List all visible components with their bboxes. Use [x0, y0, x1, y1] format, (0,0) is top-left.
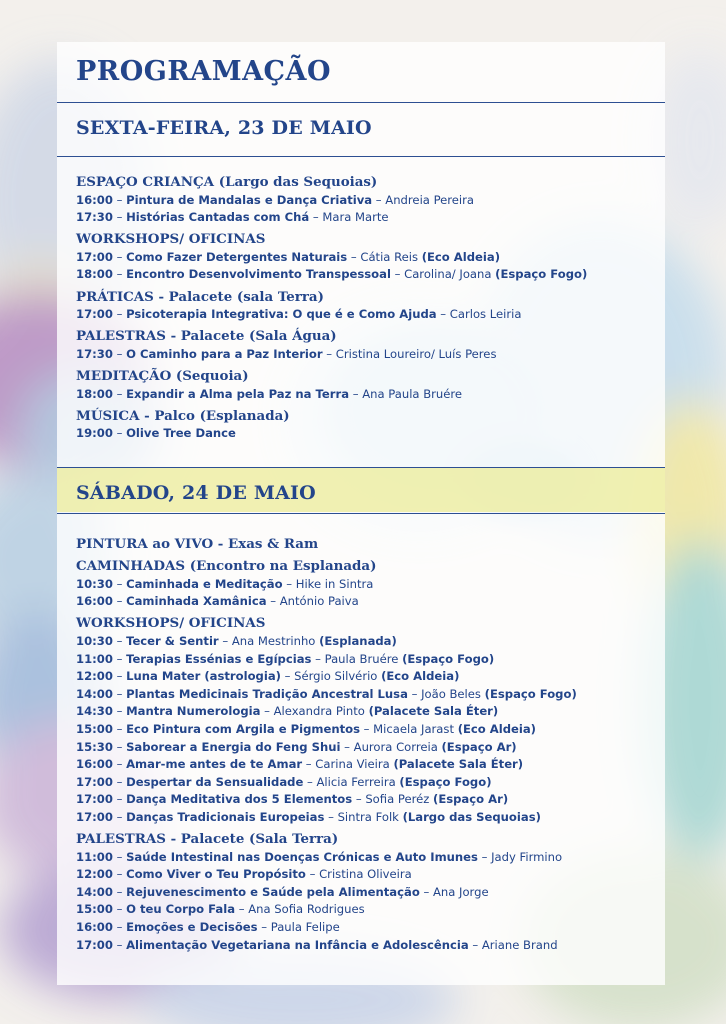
item-time: 18:00 [76, 267, 113, 282]
day-heading-friday: SEXTA-FEIRA, 23 DE MAIO [76, 117, 372, 139]
item-location: (Eco Aldeia) [381, 669, 460, 684]
item-activity: Psicoterapia Integrativa: O que é e Como Ajuda [126, 307, 437, 322]
item-time: 16:00 [76, 594, 113, 609]
item-person: Cátia Reis [360, 249, 419, 264]
item-time: 15:30 [76, 739, 113, 754]
divider [57, 156, 665, 157]
schedule-item: 10:30 – Tecer & Sentir – Ana Mestrinho (Esplanada) [76, 633, 397, 648]
item-person: Sintra Folk [337, 809, 399, 824]
item-person: Jady Firmino [491, 849, 563, 864]
schedule-item: 17:00 – Dança Meditativa dos 5 Elementos – Sofia Peréz (Espaço Ar) [76, 792, 509, 807]
schedule-item: 17:00 – Psicoterapia Integrativa: O que é e Como Ajuda – Carlos Leiria [76, 307, 522, 322]
item-time: 10:30 [76, 633, 113, 648]
item-location: (Espaço Fogo) [402, 651, 495, 666]
item-activity: Alimentação Vegetariana na Infância e Adolescência [126, 937, 469, 952]
item-activity: O teu Corpo Fala [126, 902, 236, 917]
schedule-item: 16:00 – Emoções e Decisões – Paula Felipe [76, 919, 340, 934]
item-person: Paula Felipe [270, 919, 340, 934]
schedule-item: 18:00 – Expandir a Alma pela Paz na Terra – Ana Paula Bruére [76, 386, 463, 401]
item-person: Ariane Brand [481, 937, 558, 952]
item-activity: Luna Mater (astrologia) [126, 669, 281, 684]
category-heading: ESPAÇO CRIANÇA (Largo das Sequoias) [76, 174, 378, 190]
item-time: 16:00 [76, 192, 113, 207]
divider [57, 102, 665, 103]
item-location: (Esplanada) [319, 633, 397, 648]
item-time: 17:00 [76, 937, 113, 952]
item-person: Ana Sofia Rodrigues [248, 902, 365, 917]
item-activity: Histórias Cantadas com Chá [126, 210, 310, 225]
item-activity: Dança Meditativa dos 5 Elementos [126, 792, 353, 807]
item-time: 15:00 [76, 721, 113, 736]
schedule-item: 10:30 – Caminhada e Meditação – Hike in Sintra [76, 576, 374, 591]
item-location: (Eco Aldeia) [421, 249, 501, 264]
schedule-item: 16:00 – Amar-me antes de te Amar – Carina Vieira (Palacete Sala Éter) [76, 757, 524, 772]
item-time: 17:30 [76, 210, 113, 225]
schedule-item: 17:00 – Despertar da Sensualidade – Alicia Ferreira (Espaço Fogo) [76, 774, 492, 789]
item-activity: Caminhada e Meditação [126, 576, 283, 591]
item-person: Ana Paula Bruére [362, 386, 463, 401]
saturday-schedule [76, 536, 661, 954]
item-activity: Rejuvenescimento e Saúde pela Alimentação [126, 884, 420, 899]
item-time: 17:30 [76, 346, 113, 361]
category-heading: PINTURA ao VIVO - Exas & Ram [76, 536, 319, 552]
page-title: PROGRAMAÇÃO [76, 56, 331, 87]
item-activity: Plantas Medicinais Tradição Ancestral Lusa [126, 686, 408, 701]
schedule-item: 12:00 – Como Viver o Teu Propósito – Cristina Oliveira [76, 867, 412, 882]
schedule-item: 16:00 – Caminhada Xamânica – António Paiva [76, 594, 359, 609]
category-heading: CAMINHADAS (Encontro na Esplanada) [76, 558, 377, 575]
item-activity: Olive Tree Dance [126, 426, 236, 441]
item-location: (Palacete Sala Éter) [368, 704, 499, 719]
item-activity: Terapias Essénias e Egípcias [126, 651, 312, 666]
item-person: Mara Marte [322, 210, 389, 225]
divider [57, 513, 665, 514]
schedule-item: 11:00 – Terapias Essénias e Egípcias – Paula Bruére (Espaço Fogo) [76, 651, 495, 666]
item-location: (Largo das Sequoias) [402, 809, 541, 824]
item-person: Alicia Ferreira [316, 774, 396, 789]
item-person: João Beles [421, 686, 481, 701]
friday-schedule [76, 174, 661, 443]
item-person: Hike in Sintra [295, 576, 374, 591]
item-time: 14:30 [76, 704, 113, 719]
item-time: 17:00 [76, 774, 113, 789]
item-person: Paula Bruére [324, 651, 399, 666]
schedule-item: 14:00 – Rejuvenescimento e Saúde pela Alimentação – Ana Jorge [76, 884, 489, 899]
item-activity: Pintura de Mandalas e Dança Criativa [126, 192, 373, 207]
item-person: Ana Jorge [432, 884, 489, 899]
item-person: Sofia Peréz [365, 792, 430, 807]
item-time: 10:30 [76, 576, 113, 591]
item-time: 14:00 [76, 686, 113, 701]
category-heading: MÚSICA - Palco (Esplanada) [76, 407, 290, 424]
item-time: 17:00 [76, 307, 113, 322]
item-time: 18:00 [76, 386, 113, 401]
item-time: 17:00 [76, 249, 113, 264]
item-time: 19:00 [76, 426, 113, 441]
item-person: Andreia Pereira [385, 192, 475, 207]
item-activity: Emoções e Decisões [126, 919, 258, 934]
item-location: (Eco Aldeia) [457, 721, 536, 736]
item-activity: Eco Pintura com Argila e Pigmentos [126, 721, 360, 736]
category-heading: WORKSHOPS/ OFICINAS [76, 231, 266, 248]
item-location: (Espaço Fogo) [495, 267, 588, 282]
item-person: Carolina/ Joana [404, 267, 492, 282]
item-activity: Mantra Numerologia [126, 704, 261, 719]
item-activity: O Caminho para a Paz Interior [126, 346, 323, 361]
schedule-item: 14:30 – Mantra Numerologia – Alexandra Pinto (Palacete Sala Éter) [76, 704, 499, 719]
category-heading: MEDITAÇÃO (Sequoia) [76, 367, 249, 384]
item-person: António Paiva [279, 594, 359, 609]
item-activity: Amar-me antes de te Amar [126, 757, 303, 772]
item-location: (Espaço Ar) [441, 739, 517, 754]
item-activity: Como Fazer Detergentes Naturais [126, 249, 348, 264]
item-time: 15:00 [76, 902, 113, 917]
schedule-item: 16:00 – Pintura de Mandalas e Dança Criativa – Andreia Pereira [76, 192, 475, 207]
item-person: Carina Vieira [315, 757, 390, 772]
item-time: 17:00 [76, 809, 113, 824]
schedule-item: 17:30 – Histórias Cantadas com Chá – Mara Marte [76, 210, 389, 225]
item-person: Alexandra Pinto [273, 704, 365, 719]
schedule-item: 12:00 – Luna Mater (astrologia) – Sérgio Silvério (Eco Aldeia) [76, 669, 460, 684]
item-activity: Encontro Desenvolvimento Transpessoal [126, 267, 391, 282]
schedule-item: 15:00 – Eco Pintura com Argila e Pigmentos – Micaela Jarast (Eco Aldeia) [76, 721, 536, 736]
schedule-item: 17:30 – O Caminho para a Paz Interior – Cristina Loureiro/ Luís Peres [76, 346, 497, 361]
day-heading-saturday: SÁBADO, 24 DE MAIO [76, 482, 316, 504]
schedule-item: 17:00 – Danças Tradicionais Europeias – Sintra Folk (Largo das Sequoias) [76, 809, 541, 824]
program-content [57, 42, 665, 985]
item-time: 11:00 [76, 651, 113, 666]
item-person: Cristina Oliveira [319, 867, 412, 882]
item-time: 11:00 [76, 849, 113, 864]
item-time: 14:00 [76, 884, 113, 899]
category-heading: PRÁTICAS - Palacete (sala Terra) [76, 288, 324, 305]
item-location: (Espaço Fogo) [399, 774, 492, 789]
item-activity: Despertar da Sensualidade [126, 774, 304, 789]
item-activity: Saúde Intestinal nas Doenças Crónicas e Auto Imunes [126, 849, 478, 864]
item-activity: Caminhada Xamânica [126, 594, 267, 609]
item-activity: Expandir a Alma pela Paz na Terra [126, 386, 350, 401]
item-person: Aurora Correia [353, 739, 438, 754]
schedule-item: 15:30 – Saborear a Energia do Feng Shui – Aurora Correia (Espaço Ar) [76, 739, 517, 754]
category-heading: PALESTRAS - Palacete (Sala Água) [76, 328, 337, 345]
item-time: 16:00 [76, 757, 113, 772]
item-time: 17:00 [76, 792, 113, 807]
item-location: (Espaço Ar) [433, 792, 509, 807]
category-heading: PALESTRAS - Palacete (Sala Terra) [76, 831, 339, 847]
item-person: Carlos Leiria [449, 307, 522, 322]
schedule-item: 18:00 – Encontro Desenvolvimento Transpessoal – Carolina/ Joana (Espaço Fogo) [76, 267, 588, 282]
item-time: 16:00 [76, 919, 113, 934]
item-activity: Como Viver o Teu Propósito [126, 867, 306, 882]
item-activity: Danças Tradicionais Europeias [126, 809, 325, 824]
schedule-item: 19:00 – Olive Tree Dance [76, 426, 236, 441]
item-person: Micaela Jarast [373, 721, 454, 736]
schedule-item: 17:00 – Alimentação Vegetariana na Infância e Adolescência – Ariane Brand [76, 937, 558, 952]
item-time: 12:00 [76, 669, 113, 684]
item-person: Ana Mestrinho [231, 633, 316, 648]
item-time: 12:00 [76, 867, 113, 882]
item-person: Sérgio Silvério [294, 669, 378, 684]
item-activity: Tecer & Sentir [126, 633, 219, 648]
schedule-item: 17:00 – Como Fazer Detergentes Naturais – Cátia Reis (Eco Aldeia) [76, 249, 501, 264]
category-heading: WORKSHOPS/ OFICINAS [76, 615, 266, 632]
item-activity: Saborear a Energia do Feng Shui [126, 739, 341, 754]
schedule-item: 14:00 – Plantas Medicinais Tradição Ancestral Lusa – João Beles (Espaço Fogo) [76, 686, 577, 701]
item-person: Cristina Loureiro/ Luís Peres [335, 346, 497, 361]
schedule-item: 11:00 – Saúde Intestinal nas Doenças Crónicas e Auto Imunes – Jady Firmino [76, 849, 563, 864]
item-location: (Espaço Fogo) [484, 686, 577, 701]
schedule-item: 15:00 – O teu Corpo Fala – Ana Sofia Rodrigues [76, 902, 365, 917]
item-location: (Palacete Sala Éter) [393, 757, 524, 772]
